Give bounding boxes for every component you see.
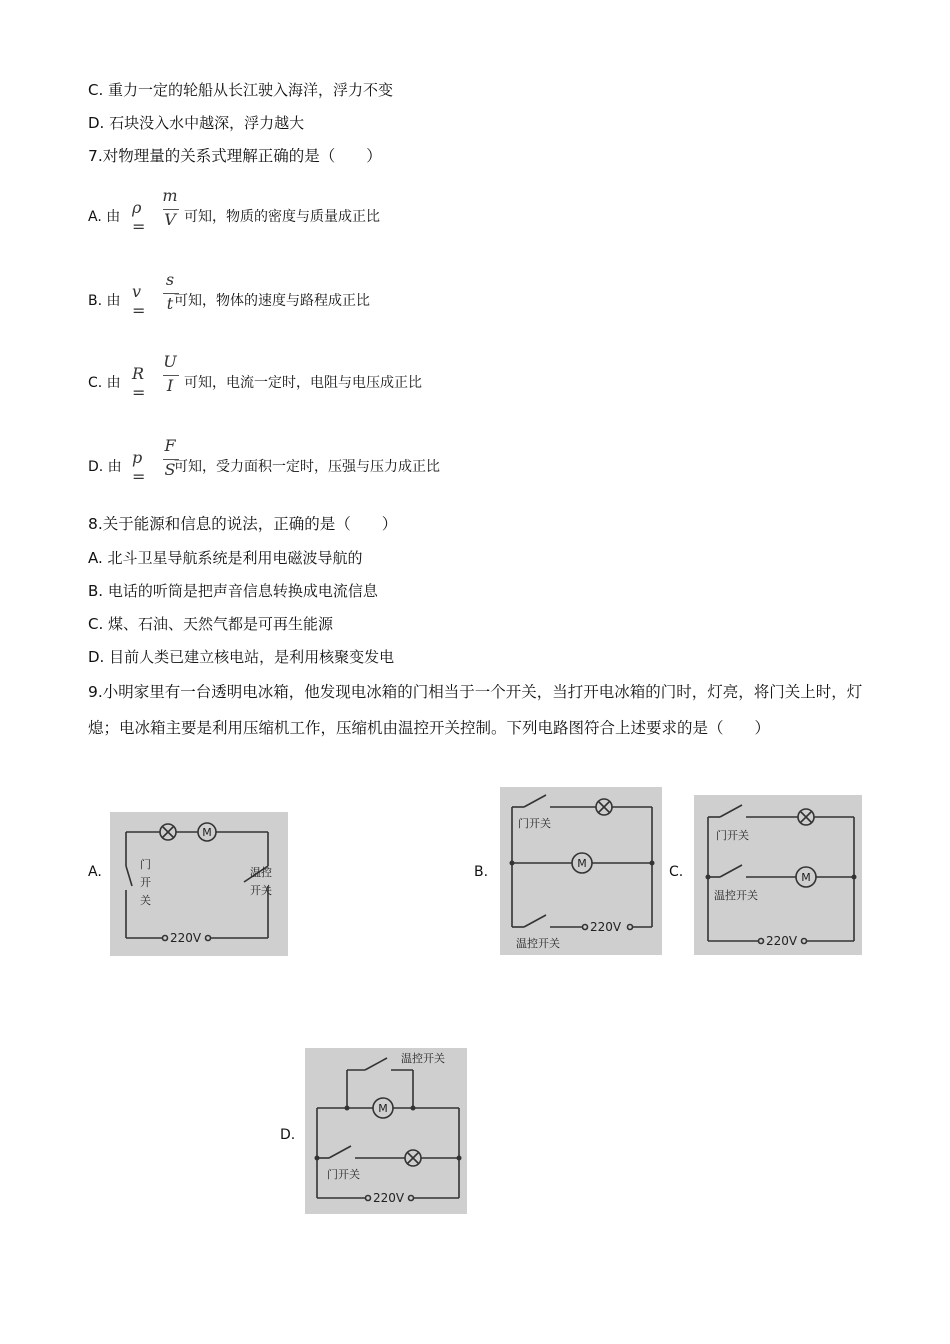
door-switch-v3: 关 <box>140 894 151 907</box>
circuit-b <box>500 787 662 955</box>
q7-stem: 7.对物理量的关系式理解正确的是（ ） <box>88 147 382 165</box>
q8-option-c: C. 煤、石油、天然气都是可再生能源 <box>88 615 334 633</box>
q8-option-a: A. 北斗卫星导航系统是利用电磁波导航的 <box>88 549 363 567</box>
door-switch-v1: 门 <box>140 858 151 871</box>
door-switch-v2: 开 <box>140 876 151 889</box>
motor-label: M <box>202 826 212 839</box>
temp-switch-v2: 开关 <box>250 884 272 897</box>
voltage-label: 220V <box>170 931 202 945</box>
temp-switch-label: 温控开关 <box>714 889 758 902</box>
voltage-label: 220V <box>373 1191 405 1205</box>
q8-option-d: D. 目前人类已建立核电站，是利用核聚变发电 <box>88 648 395 666</box>
temp-switch-v1: 温控 <box>250 866 272 879</box>
circuit-a <box>110 812 288 956</box>
voltage-label: 220V <box>590 920 622 934</box>
q8-stem: 8.关于能源和信息的说法，正确的是（ ） <box>88 515 398 533</box>
door-switch-label: 门开关 <box>518 817 551 830</box>
q7-option-c: C. 由 R = U I 可知，电流一定时，电阻与电压成正比 <box>88 352 422 402</box>
q8-option-b: B. 电话的听筒是把声音信息转换成电流信息 <box>88 582 378 600</box>
motor-label: M <box>801 871 811 884</box>
q6-option-c: C. 重力一定的轮船从长江驶入海洋，浮力不变 <box>88 81 394 99</box>
circuit-d <box>305 1048 467 1214</box>
q9-label-d: D. <box>280 1127 296 1143</box>
temp-switch-label: 温控开关 <box>516 937 560 950</box>
q9-label-b: B. <box>474 864 489 880</box>
door-switch-label: 门开关 <box>327 1168 360 1181</box>
q9-label-c: C. <box>669 864 684 880</box>
circuit-c <box>694 795 862 955</box>
voltage-label: 220V <box>766 934 798 948</box>
motor-label: M <box>577 857 587 870</box>
q7-option-a: A. 由 ρ = m V 可知，物质的密度与质量成正比 <box>88 186 380 236</box>
q6-option-d: D. 石块没入水中越深，浮力越大 <box>88 114 305 132</box>
q9-stem: 9.小明家里有一台透明电冰箱，他发现电冰箱的门相当于一个开关，当打开电冰箱的门时，灯亮，将门关上时，灯熄；电冰箱主要是利用压缩机工作，压缩机由温控开关控制。下列电路图符合上述要求的是（ ） <box>88 683 863 737</box>
door-switch-label: 门开关 <box>716 829 749 842</box>
motor-label: M <box>378 1102 388 1115</box>
temp-switch-label: 温控开关 <box>401 1052 445 1065</box>
q9-label-a: A. <box>88 864 102 880</box>
q7-option-d: D. 由 p = F S 可知，受力面积一定时，压强与压力成正比 <box>88 436 440 486</box>
q7-option-b: B. 由 v = s t 可知，物体的速度与路程成正比 <box>88 270 370 320</box>
